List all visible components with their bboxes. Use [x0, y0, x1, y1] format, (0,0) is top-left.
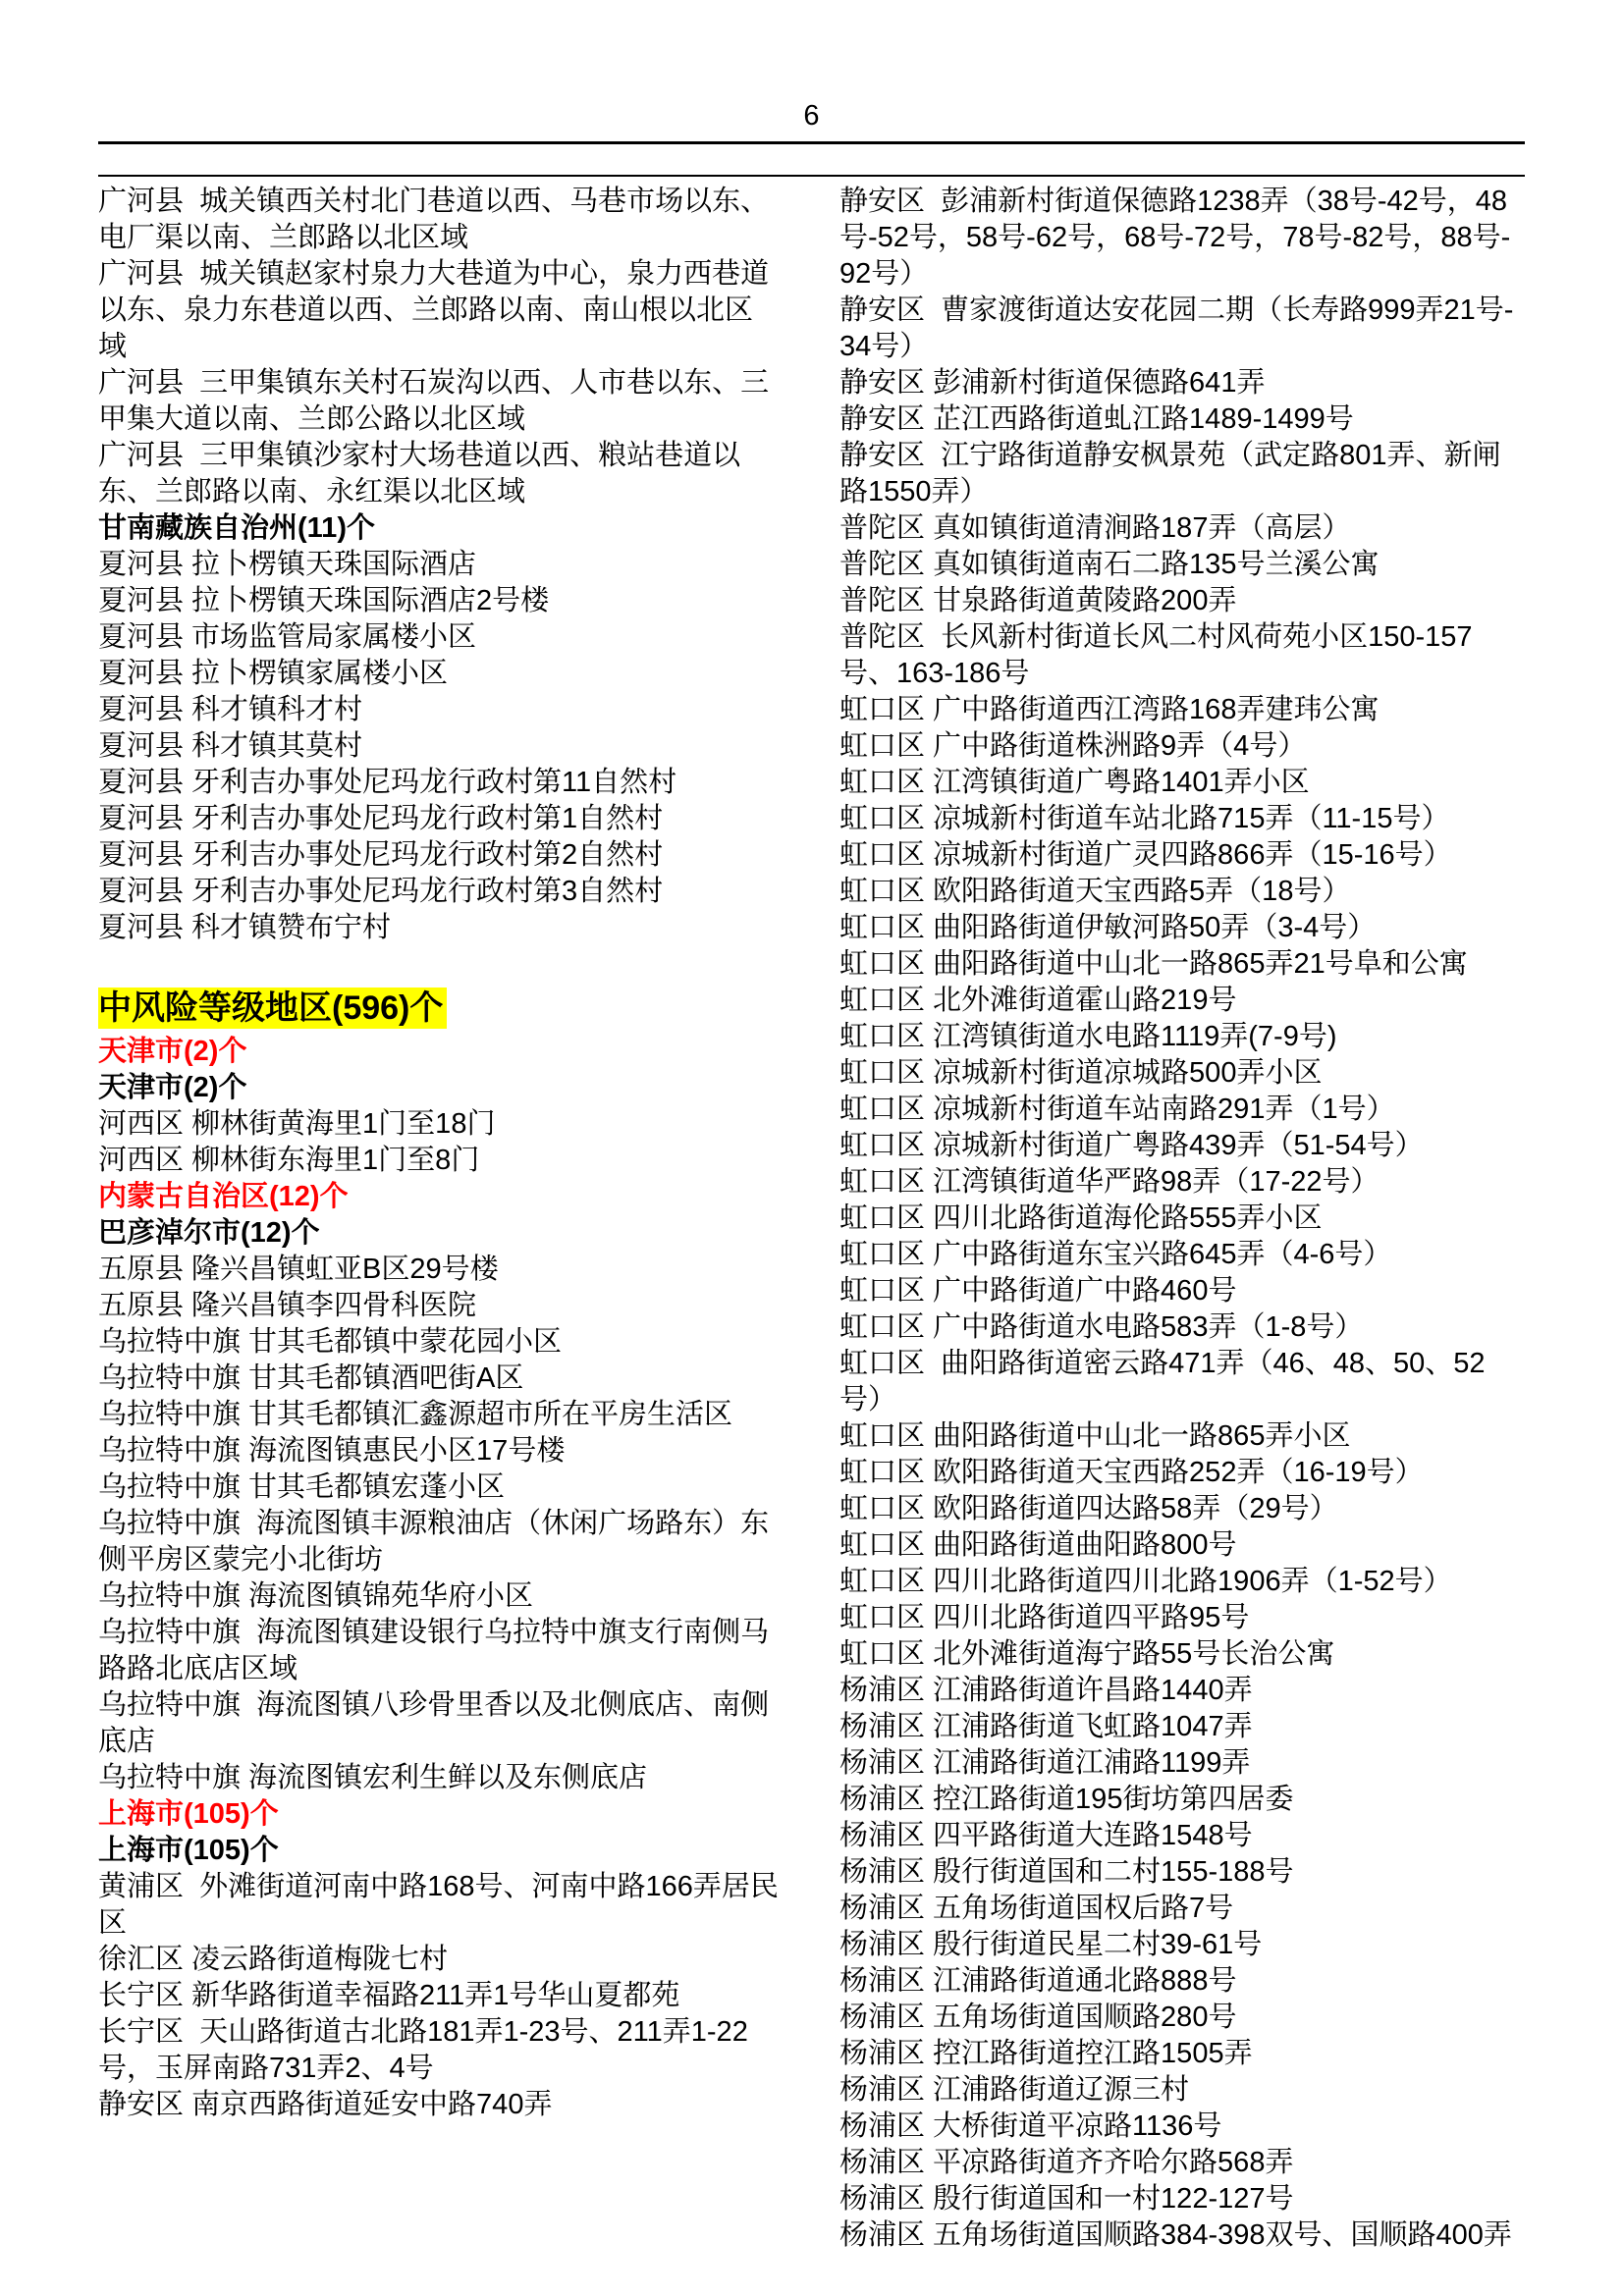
text-line: 杨浦区 江浦路街道飞虹路1047弄 — [839, 1711, 1253, 1742]
province-heading: 内蒙古自治区(12)个 — [98, 1181, 349, 1212]
text-line: 杨浦区 控江路街道195街坊第四居委 — [839, 1784, 1294, 1815]
text-line: 虹口区 曲阳路街道中山北一路865弄小区 — [839, 1420, 1351, 1452]
text-line: 乌拉特中旗 甘其毛都镇宏蓬小区 — [98, 1471, 506, 1503]
text-line: 乌拉特中旗 海流图镇八珍骨里香以及北侧底店、南侧 — [98, 1689, 770, 1721]
text-line: 虹口区 江湾镇街道华严路98弄（17-22号） — [839, 1166, 1380, 1198]
text-line: 杨浦区 四平路街道大连路1548号 — [839, 1820, 1253, 1851]
text-line: 侧平房区蒙完小北街坊 — [98, 1544, 384, 1575]
text-line: 虹口区 广中路街道水电路583弄（1-8号） — [839, 1311, 1364, 1343]
text-line: 普陀区 真如镇街道南石二路135号兰溪公寓 — [839, 549, 1380, 580]
text-line: 虹口区 凉城新村街道车站南路291弄（1号） — [839, 1094, 1395, 1125]
text-line: 静安区 彭浦新村街道保德路1238弄（38号-42号，48 — [839, 186, 1508, 217]
right-column — [839, 184, 1525, 2254]
text-line: 普陀区 真如镇街道清涧路187弄（高层） — [839, 512, 1351, 544]
text-line: 乌拉特中旗 海流图镇丰源粮油店（休闲广场路东）东 — [98, 1508, 770, 1539]
text-line: 甲集大道以南、兰郎公路以北区域 — [98, 403, 526, 435]
text-line: 静安区 曹家渡街道达安花园二期（长寿路999弄21号- — [839, 294, 1514, 326]
text-line: 杨浦区 江浦路街道许昌路1440弄 — [839, 1675, 1253, 1706]
text-line: 虹口区 曲阳路街道曲阳路800号 — [839, 1529, 1237, 1561]
text-line: 虹口区 欧阳路街道天宝西路252弄（16-19号） — [839, 1457, 1424, 1488]
text-line: 底店 — [98, 1726, 156, 1757]
text-line: 乌拉特中旗 海流图镇建设银行乌拉特中旗支行南侧马 — [98, 1617, 770, 1648]
text-line: 普陀区 长风新村街道长风二村风荷苑小区150-157 — [839, 621, 1473, 653]
left-column — [98, 184, 797, 2254]
text-line: 杨浦区 大桥街道平凉路1136号 — [839, 2110, 1222, 2142]
header-rule-top — [98, 141, 1525, 144]
text-line: 号） — [839, 1384, 897, 1415]
text-line: 夏河县 拉卜楞镇家属楼小区 — [98, 658, 449, 689]
text-line: 夏河县 科才镇科才村 — [98, 694, 363, 725]
header-rule-bottom — [98, 175, 1525, 177]
text-line: 夏河县 拉卜楞镇天珠国际酒店2号楼 — [98, 585, 550, 616]
text-line: 静安区 南京西路街道延安中路740弄 — [98, 2089, 553, 2120]
text-line: 92号） — [839, 258, 929, 290]
text-line: 杨浦区 五角场街道国顺路280号 — [839, 2002, 1237, 2033]
city-heading: 天津市(2)个 — [98, 1072, 247, 1103]
text-line: 杨浦区 殷行街道国和二村155-188号 — [839, 1856, 1294, 1888]
text-line: 乌拉特中旗 海流图镇惠民小区17号楼 — [98, 1435, 566, 1467]
text-line: 虹口区 北外滩街道霍山路219号 — [839, 985, 1237, 1016]
text-line: 乌拉特中旗 甘其毛都镇汇鑫源超市所在平房生活区 — [98, 1399, 733, 1430]
text-line: 路1550弄） — [839, 476, 989, 507]
risk-level-section-heading — [98, 983, 797, 1034]
text-line: 夏河县 牙利吉办事处尼玛龙行政村第1自然村 — [98, 803, 664, 834]
text-line: 静安区 芷江西路街道虬江路1489-1499号 — [839, 403, 1354, 435]
text-line: 号、163-186号 — [839, 658, 1030, 689]
text-line: 五原县 隆兴昌镇虹亚B区29号楼 — [98, 1254, 499, 1285]
text-line: 虹口区 广中路街道株洲路9弄（4号） — [839, 730, 1307, 762]
text-line: 杨浦区 殷行街道国和一村122-127号 — [839, 2183, 1294, 2215]
text-line: 虹口区 曲阳路街道密云路471弄（46、48、50、52 — [839, 1348, 1486, 1379]
text-line: 河西区 柳林街东海里1门至8门 — [98, 1145, 480, 1176]
highlighted-heading-text: 中风险等级地区(596)个 — [98, 988, 447, 1029]
text-line: 电厂渠以南、兰郎路以北区域 — [98, 222, 469, 253]
text-line: 夏河县 牙利吉办事处尼玛龙行政村第2自然村 — [98, 839, 664, 871]
text-line: 夏河县 科才镇其莫村 — [98, 730, 363, 762]
text-line: 34号） — [839, 331, 929, 362]
text-line: 虹口区 江湾镇街道广粤路1401弄小区 — [839, 767, 1310, 798]
text-line: 杨浦区 殷行街道民星二村39-61号 — [839, 1929, 1263, 1960]
text-line: 号-52号，58号-62号，68号-72号，78号-82号，88号- — [839, 222, 1511, 253]
text-line: 静安区 彭浦新村街道保德路641弄 — [839, 367, 1266, 399]
text-line: 夏河县 牙利吉办事处尼玛龙行政村第11自然村 — [98, 767, 677, 798]
text-line: 以东、泉力东巷道以西、兰郎路以南、南山根以北区 — [98, 294, 754, 326]
text-line: 普陀区 甘泉路街道黄陵路200弄 — [839, 585, 1237, 616]
text-line: 虹口区 广中路街道广中路460号 — [839, 1275, 1237, 1307]
text-line: 虹口区 广中路街道西江湾路168弄建玮公寓 — [839, 694, 1380, 725]
province-heading: 上海市(105)个 — [98, 1798, 279, 1830]
text-line: 杨浦区 五角场街道国权后路7号 — [839, 1893, 1234, 1924]
text-line: 杨浦区 江浦路街道辽源三村 — [839, 2074, 1190, 2106]
text-line: 虹口区 凉城新村街道凉城路500弄小区 — [839, 1057, 1323, 1089]
text-line: 杨浦区 江浦路街道江浦路1199弄 — [839, 1747, 1251, 1779]
text-line: 杨浦区 平凉路街道齐齐哈尔路568弄 — [839, 2147, 1294, 2178]
text-line: 虹口区 凉城新村街道广灵四路866弄（15-16号） — [839, 839, 1452, 871]
text-line: 长宁区 新华路街道幸福路211弄1号华山夏都苑 — [98, 1980, 680, 2011]
text-line: 河西区 柳林街黄海里1门至18门 — [98, 1108, 496, 1140]
text-line: 虹口区 江湾镇街道水电路1119弄(7-9号) — [839, 1021, 1337, 1052]
two-column-text-body — [98, 184, 1525, 2254]
text-line: 域 — [98, 331, 128, 362]
city-heading: 巴彦淖尔市(12)个 — [98, 1217, 320, 1249]
text-line: 徐汇区 凌云路街道梅陇七村 — [98, 1944, 449, 1975]
text-line: 杨浦区 江浦路街道通北路888号 — [839, 1965, 1237, 1997]
text-line: 夏河县 拉卜楞镇天珠国际酒店 — [98, 549, 477, 580]
text-line: 夏河县 科才镇赞布宁村 — [98, 912, 392, 943]
page-number: 6 — [803, 100, 820, 132]
text-line: 虹口区 欧阳路街道四达路58弄（29号） — [839, 1493, 1338, 1524]
text-line: 虹口区 四川北路街道四川北路1906弄（1-52号） — [839, 1566, 1452, 1597]
text-line: 虹口区 北外滩街道海宁路55号长治公寓 — [839, 1638, 1335, 1670]
text-line: 号，玉屏南路731弄2、4号 — [98, 2053, 434, 2084]
text-line: 夏河县 市场监管局家属楼小区 — [98, 621, 477, 653]
text-line: 杨浦区 五角场街道国顺路384-398双号、国顺路400弄 — [839, 2219, 1512, 2251]
text-line: 虹口区 凉城新村街道车站北路715弄（11-15号） — [839, 803, 1450, 834]
province-heading: 天津市(2)个 — [98, 1036, 247, 1067]
text-line: 广河县 城关镇西关村北门巷道以西、马巷市场以东、 — [98, 186, 770, 217]
text-line: 虹口区 欧阳路街道天宝西路5弄（18号） — [839, 876, 1351, 907]
text-line: 五原县 隆兴昌镇李四骨科医院 — [98, 1290, 477, 1321]
text-line: 虹口区 曲阳路街道伊敏河路50弄（3-4号） — [839, 912, 1377, 943]
text-line: 乌拉特中旗 海流图镇宏利生鲜以及东侧底店 — [98, 1762, 648, 1793]
text-line: 广河县 三甲集镇东关村石炭沟以西、人市巷以东、三 — [98, 367, 770, 399]
text-line: 虹口区 四川北路街道海伦路555弄小区 — [839, 1202, 1323, 1234]
text-line: 虹口区 曲阳路街道中山北一路865弄21号阜和公寓 — [839, 948, 1468, 980]
text-line: 区 — [98, 1907, 128, 1939]
text-line: 虹口区 四川北路街道四平路95号 — [839, 1602, 1250, 1633]
text-line: 虹口区 凉城新村街道广粤路439弄（51-54号） — [839, 1130, 1424, 1161]
city-heading: 甘南藏族自治州(11)个 — [98, 512, 375, 544]
text-line: 东、兰郎路以南、永红渠以北区域 — [98, 476, 526, 507]
text-line: 长宁区 天山路街道古北路181弄1-23号、211弄1-22 — [98, 2016, 748, 2048]
text-line: 广河县 城关镇赵家村泉力大巷道为中心，泉力西巷道 — [98, 258, 770, 290]
text-line: 夏河县 牙利吉办事处尼玛龙行政村第3自然村 — [98, 876, 664, 907]
text-line: 静安区 江宁路街道静安枫景苑（武定路801弄、新闸 — [839, 440, 1501, 471]
text-line: 广河县 三甲集镇沙家村大场巷道以西、粮站巷道以 — [98, 440, 741, 471]
blank-line — [98, 946, 797, 983]
text-line: 虹口区 广中路街道东宝兴路645弄（4-6号） — [839, 1239, 1392, 1270]
text-line: 黄浦区 外滩街道河南中路168号、河南中路166弄居民 — [98, 1871, 779, 1902]
text-line: 乌拉特中旗 海流图镇锦苑华府小区 — [98, 1580, 534, 1612]
text-line: 乌拉特中旗 甘其毛都镇中蒙花园小区 — [98, 1326, 563, 1358]
text-line: 杨浦区 控江路街道控江路1505弄 — [839, 2038, 1253, 2069]
text-line: 乌拉特中旗 甘其毛都镇酒吧街A区 — [98, 1362, 524, 1394]
city-heading: 上海市(105)个 — [98, 1835, 279, 1866]
text-line: 路路北底店区域 — [98, 1653, 298, 1684]
